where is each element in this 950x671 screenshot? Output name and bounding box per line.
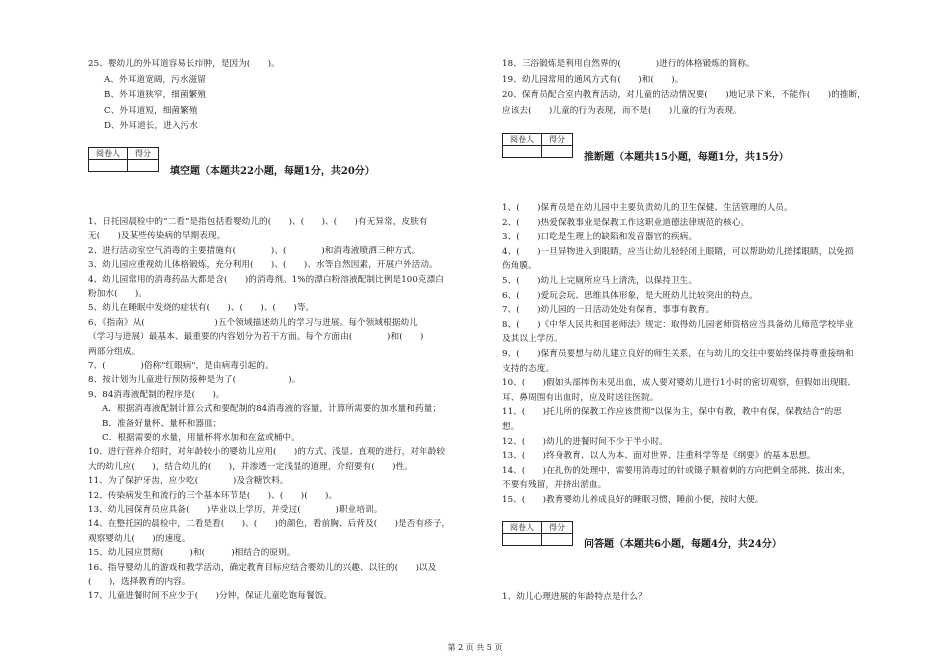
text-line: 及其以上学历。	[502, 334, 563, 345]
text-line: 18、三浴锻炼是利用自然界的( )进行的体格锻炼的简称。	[502, 59, 755, 69]
text-line: 20、保育员配合室内教育活动，对儿童的活动情况要( )地记录下来，不能作( )的推断，	[502, 90, 867, 100]
qa-section-title: 问答题（本题共6小题，每题4分，共24分）	[584, 539, 782, 550]
score-label-score: 得分	[549, 135, 565, 144]
text-line: 11、为了保护牙齿，应少吃( )及含糖饮料。	[88, 476, 289, 487]
text-line: 伤角膜。	[502, 261, 537, 272]
text-line: D、外耳道长，进入污水	[104, 121, 198, 131]
judge-section-title: 推断题（本题共15小题，每题1分，共15分）	[584, 152, 789, 163]
text-line: A．根据消毒液配制计算公式和要配制的84消毒液的容量，计算所需要的加水量和药量；	[102, 404, 442, 415]
text-line: 1、幼儿心理进展的年龄特点是什么？	[502, 592, 647, 602]
text-line: 观察婴幼儿( )的速度。	[88, 533, 191, 544]
text-line: A、外耳道宽阔，污水滋留	[104, 74, 206, 85]
score-label-grader: 阅卷人	[503, 522, 542, 533]
text-line: 想。	[502, 422, 520, 432]
text-line: 15、( )教育婴幼儿养成良好的睡眠习惯，睡前小便，按时大便。	[502, 495, 764, 505]
text-line: 不要有残留，并挤出淤血。	[502, 480, 607, 491]
text-line: 8、( )《中华人民共和国老师法》规定：取得幼儿园老师资格应当具备幼儿师范学校毕业	[502, 319, 854, 330]
text-line: C．根据需要的水量，用量杯将水加和在盆或桶中。	[102, 433, 300, 443]
text-line: 2、进行活动室空气消毒的主要措施有( )、( )和消毒液喷洒三种方式。	[88, 245, 421, 256]
text-line: 12、( )幼儿的进餐时间不少于半小时。	[502, 436, 668, 447]
text-line: C、外耳道短，细菌繁殖	[104, 105, 198, 116]
text-line: （学习与进展）最基本、最重要的内容划分为若干方面。每个方面由( )和( )	[88, 332, 424, 343]
text-line: 应该去( )儿童的行为表现，而不是( )儿童的行为表现。	[502, 105, 742, 116]
text-line: 25、婴幼儿的外耳道容易长疖肿，是因为( )。	[88, 59, 280, 69]
text-line: 支持的态度。	[502, 363, 555, 374]
text-line: 两部分组成。	[88, 346, 141, 357]
text-line: 2、( )热爱保教事业是保教工作这职业道德法律规范的核心。	[502, 217, 750, 228]
text-line: 7、( )俗称"红眼病"，是由病毒引起的。	[88, 361, 274, 371]
text-line: 耳、鼻周围有出血时，应及时送往医院。	[502, 392, 659, 403]
text-line: 14、( )在扎伤的处理中，需要用消毒过的针或镊子顺着刺的方向把刺全部挑、拔出来，	[502, 465, 851, 476]
text-line: 13、幼儿园保育员应具备( )毕业以上学历，并受过( )职业培训。	[88, 505, 383, 515]
text-line: 9、84消毒液配制的程序是( )。	[88, 389, 225, 400]
text-line: 5、( )幼儿上完厕所应马上清洗，以保持卫生。	[502, 276, 698, 286]
text-line: 大的幼儿应( )，结合幼儿的( )，并渗透一定浅显的道理，介绍要有( )性。	[88, 461, 413, 472]
text-line: 10、( )假如头部摔伤未见出血，成人要对婴幼儿进行1小时的密切观察，但假如出现眼、	[502, 378, 856, 389]
text-line: 无( )及某些传染病的早期表现。	[88, 231, 226, 242]
text-line: 15、幼儿园应贯彻( )和( )相结合的原则。	[88, 548, 296, 559]
text-line: 1、日托园晨检中的“二看”是指包括看婴幼儿的( )、( )、( )有无异常，皮肤有	[88, 217, 428, 227]
text-line: 3、幼儿园应重视幼儿体格锻炼，充分利用( )、( )、水等自然因素，开展户外活动。	[88, 260, 438, 271]
text-line: 19、幼儿园常用的通风方式有( )和( )。	[502, 74, 684, 85]
text-line: 5、幼儿在睡眠中发烧的症状有( )、( )、( )等。	[88, 303, 315, 314]
text-line: 7、( )幼儿园的一日活动处处有保育，事事有教育。	[502, 305, 715, 316]
score-label-grader: 阅卷人	[503, 134, 542, 145]
score-label-score: 得分	[135, 149, 151, 158]
text-line: 10、进行营养介绍时，对年龄较小的婴幼儿应用( )的方式、浅显、直观的进行，对年龄较	[88, 447, 446, 458]
text-line: 14、在整托园的晨检中，二看是看( )、( )的颜色，看前胸、后背及( )是否有疹子，	[88, 519, 451, 530]
text-line: 粉加水( )。	[88, 289, 148, 299]
text-line: 4、幼儿园常用的消毒药品大都是含( )的消毒剂。1%的漂白粉溶液配制比例是100克漂白	[88, 274, 444, 285]
score-label-grader: 阅卷人	[89, 148, 128, 159]
text-line: 17、儿童进餐时间不应少于( )分钟，保证儿童吃饱每餐饭。	[88, 591, 333, 602]
text-line: B．准备好量杯、量杯和器皿；	[102, 418, 222, 429]
text-line: 6、( )爱玩会玩、思维具体形象，是大班幼儿比较突出的特点。	[502, 290, 758, 301]
text-line: B、外耳道狭窄，细菌繁殖	[104, 90, 207, 100]
text-line: 12、传染病发生和流行的三个基本环节是( )、( )( )。	[88, 490, 338, 501]
text-line: 13、( )终身教育、以人为本、面对世界、注重科学等是《纲要》的基本思想。	[502, 451, 816, 462]
text-line: 6、《指南》从( )五个领域描述幼儿的学习与进展。每个领域根据幼儿	[88, 317, 418, 328]
text-line: 9、( )保育员要想与幼儿建立良好的师生关系，在与幼儿的交往中要始终保持尊重接纳和	[502, 349, 854, 359]
page-footer: 第 2 页 共 5 页	[447, 643, 503, 652]
score-box-fill	[88, 147, 159, 172]
text-line: 4、( )一旦异物进入到眼睛，应当让幼儿轻轻闭上眼睛，可以帮助幼儿搓揉眼睛，以免损	[502, 246, 854, 257]
text-line: 11、( )托儿所的保教工作应该贯彻“以保为主，保中有教，教中有保，保教结合”的思	[502, 407, 843, 418]
fill-section-title: 填空题（本题共22小题，每题1分，共20分）	[170, 166, 375, 177]
text-line: 8、按计划为儿童进行预防接种是为了( )。	[88, 375, 301, 386]
text-line: ( )，选择教育的内容。	[88, 577, 191, 587]
text-line: 3、( )口吃是生理上的缺陷和发音器官的疾病。	[502, 232, 698, 243]
score-label-score: 得分	[549, 523, 565, 532]
text-line: 1、( )保育员是在幼儿园中主要负责幼儿的卫生保健、生活管理的人员。	[502, 203, 793, 213]
score-box-judge	[502, 133, 573, 158]
score-box-qa	[502, 521, 573, 546]
text-line: 16、指导婴幼儿的游戏和教学活动，确定教育目标应结合婴幼儿的兴趣、以往的( )以及	[88, 562, 437, 573]
